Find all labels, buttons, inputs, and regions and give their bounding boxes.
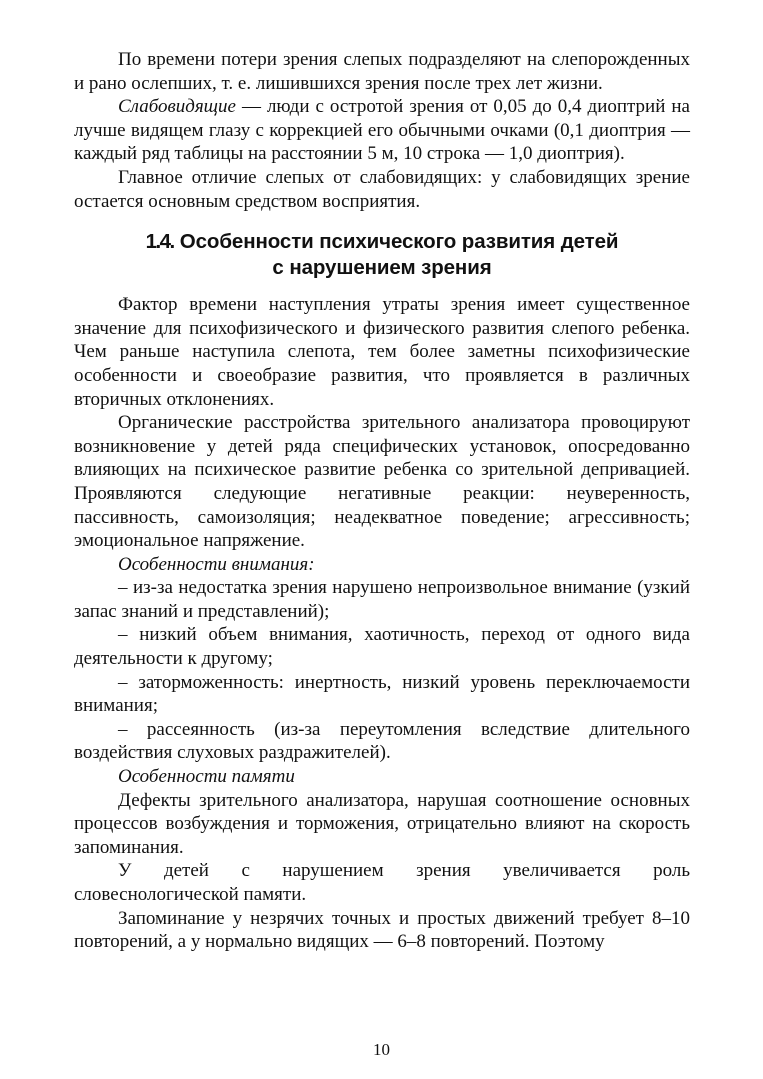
page-content: [74, 48, 690, 954]
paragraph-time-factor: Фактор времени наступления утраты зрения имеет существенное значение для психофизического и физического развития слепого ребенка. Чем раньше наступила слепота, тем более заметны психофизические особенности и своеобразие развития, что проявляется в различных вторичных отклонениях.: [74, 294, 690, 410]
low-vision-definition-text: — люди с остротой зрения от 0,05 до 0,4 диоптрий на лучше видящем глазу с коррекцией его обычными очками (0,1 диоптрия — каждый ряд таблицы на расстоянии 5 м, 10 строка — 1,0 диоптрия).: [74, 96, 690, 165]
section-title-line-2: с нарушением зрения: [272, 256, 492, 280]
list-item-attention-2: – низкий объем внимания, хаотичность, переход от одного вида деятельности к другому;: [74, 624, 690, 670]
intro-paragraph-low-vision-definition: [74, 95, 690, 166]
list-item-attention-3: – заторможенность: инертность, низкий уровень переключаемости внимания;: [74, 671, 690, 717]
section-heading-line-1: [74, 229, 690, 255]
page-number: 10: [373, 1040, 390, 1059]
section-heading: [74, 229, 690, 281]
paragraph-organic-disorders: Органические расстройства зрительного анализатора провоцируют возникновение у детей ряда специфических установок, опосредованно влияющих на психическое развитие ребенка со зрительной депривацией. Проявляются следующие негативные реакции: неуверенность, пассивность, самоизоляция; неадекватное поведение; агрессивность; эмоциональное напряжение.: [74, 412, 690, 552]
list-item-attention-1: – из-за недостатка зрения нарушено непроизвольное внимание (узкий запас знаний и представлений);: [74, 577, 690, 622]
paragraph-memorization-repetitions: Запоминание у незрячих точных и простых движений требует 8–10 повторений, а у нормально видящих — 6–8 повторений. Поэтому: [74, 907, 690, 953]
paragraph-verbal-memory: У детей с нарушением зрения увеличивается роль словеснологической памяти.: [74, 860, 690, 905]
section-title-line-1: Особенности психического развития детей: [179, 230, 619, 254]
list-item-attention-4: – рассеянность (из-за переутомления вследствие длительного воздействия слуховых раздражителей).: [74, 718, 690, 764]
subheading-attention: Особенности внимания:: [118, 553, 315, 575]
section-number: 1.4.: [145, 230, 174, 254]
paragraph-analyzer-defects: Дефекты зрительного анализатора, нарушая соотношение основных процессов возбуждения и торможения, отрицательно влияют на скорость запоминания.: [74, 789, 690, 858]
intro-paragraph-blind-classification: По времени потери зрения слепых подразделяют на слепорожденных и рано ослепших, т. е. лишившихся зрения после трех лет жизни.: [74, 49, 690, 94]
intro-paragraph-main-difference: Главное отличие слепых от слабовидящих: у слабовидящих зрение остается основным средством восприятия.: [74, 166, 690, 212]
term-low-vision: Слабовидящие: [118, 96, 236, 118]
subheading-memory: Особенности памяти: [118, 766, 295, 788]
